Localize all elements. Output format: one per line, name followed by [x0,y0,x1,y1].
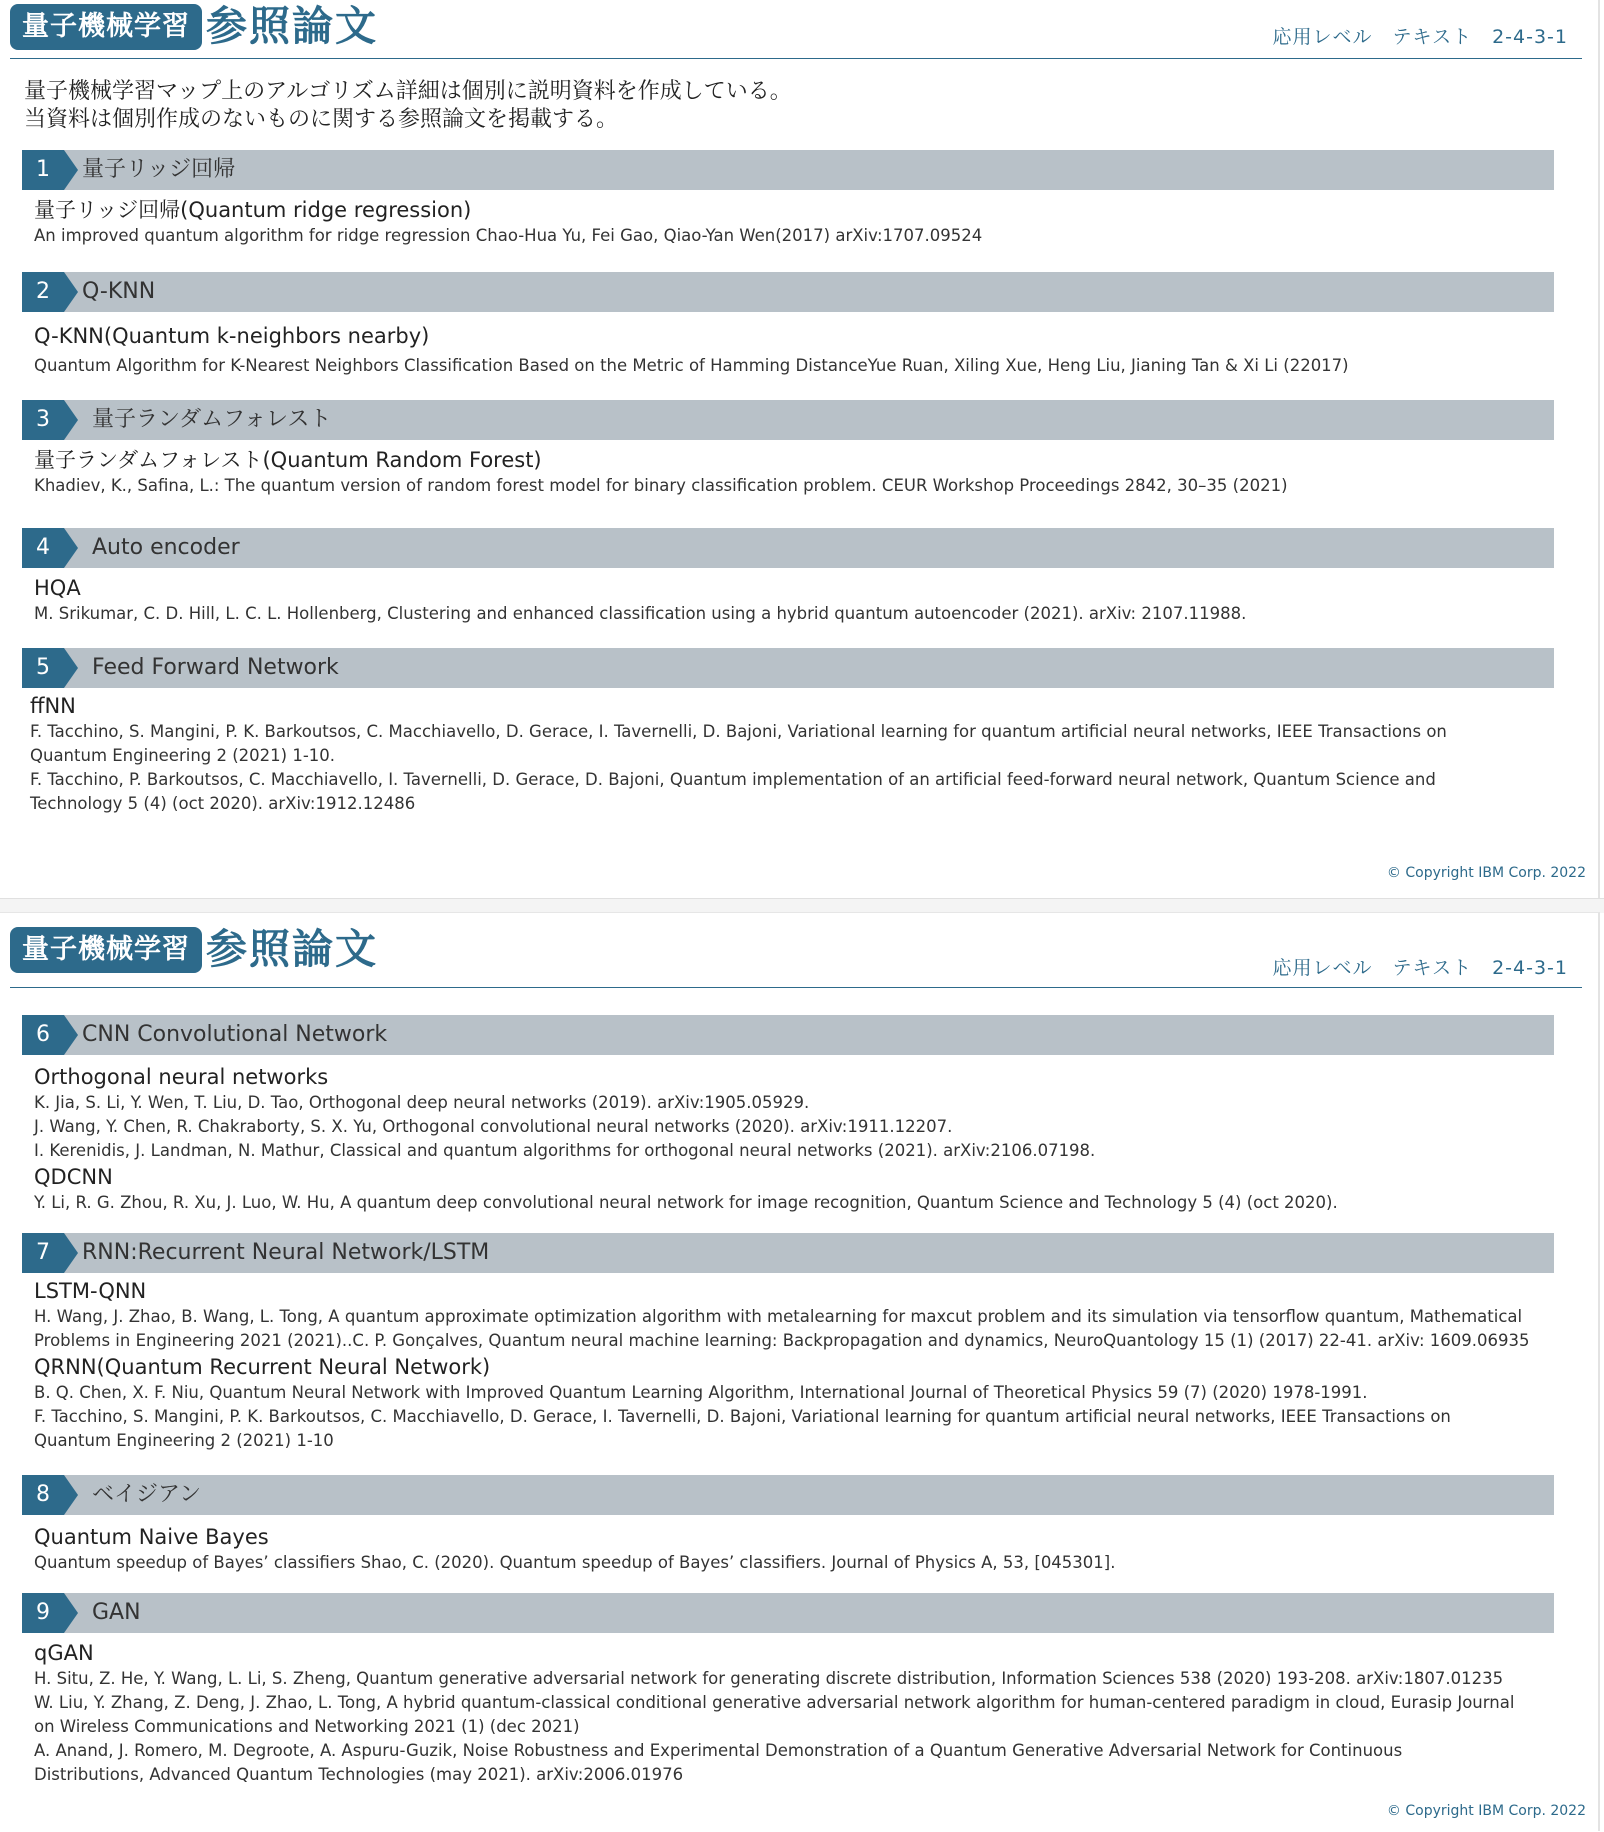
section-number: 4 [22,528,64,568]
reference-entry [22,1523,1554,1575]
reference-entry [22,196,1554,248]
section-2 [22,272,1554,378]
header-divider [10,58,1582,59]
reference-line: Distributions, Advanced Quantum Technologies (may 2021). arXiv:2006.01976 [34,1765,684,1784]
section-title: ベイジアン [92,1482,202,1507]
section-8 [22,1475,1554,1575]
section-number: 9 [22,1593,64,1633]
level-label: 応用レベル テキスト 2-4-3-1 [1272,957,1568,979]
section-number: 6 [22,1015,64,1055]
reference-line: K. Jia, S. Li, Y. Wen, T. Liu, D. Tao, Orthogonal deep neural networks (2019). arXiv:1905.05929. [34,1093,810,1112]
reference-entry [22,1639,1554,1787]
section-title: 量子リッジ回帰 [82,157,236,182]
section-title: Feed Forward Network [92,655,339,680]
section-header [22,400,1554,440]
section-header [22,648,1554,688]
section-header [22,1015,1554,1055]
header-divider [10,987,1582,988]
entry-subtitle: LSTM-QNN [34,1279,147,1303]
reference-line: Quantum Algorithm for K-Nearest Neighbors Classification Based on the Metric of Hamming DistanceYue Ruan, Xiling Xue, Heng Liu, Jianing Tan & Xi Li (22017) [34,356,1349,375]
reference-line: W. Liu, Y. Zhang, Z. Deng, J. Zhao, L. Tong, A hybrid quantum-classical conditional generative adversarial network algorithm for human-centered paradigm in cloud, Eurasip Journal [34,1693,1515,1712]
reference-line: Y. Li, R. G. Zhou, R. Xu, J. Luo, W. Hu, A quantum deep convolutional neural network for image recognition, Quantum Science and Technology 5 (4) (oct 2020). [34,1193,1338,1212]
reference-line: M. Srikumar, C. D. Hill, L. C. L. Hollenberg, Clustering and enhanced classification using a hybrid quantum autoencoder (2021). arXiv: 2107.11988. [34,604,1247,623]
section-number: 5 [22,648,64,688]
reference-line: F. Tacchino, P. Barkoutsos, C. Macchiavello, I. Tavernelli, D. Gerace, D. Bajoni, Quantum implementation of an artificial feed-forward neural network, Quantum Science and [30,770,1436,789]
slide-1 [0,0,1600,898]
entry-subtitle: Orthogonal neural networks [34,1065,329,1089]
section-header [22,272,1554,312]
intro-line: 当資料は個別作成のないものに関する参照論文を掲載する。 [24,107,619,132]
reference-line: Quantum speedup of Bayes’ classifiers Shao, C. (2020). Quantum speedup of Bayes’ classifiers. Journal of Physics A, 53, [045301]. [34,1553,1116,1572]
slide-2 [0,912,1600,1831]
reference-entry [22,1063,1554,1215]
section-number: 1 [22,150,64,190]
category-badge: 量子機械学習 [10,4,202,50]
reference-line: on Wireless Communications and Networking 2021 (1) (dec 2021) [34,1717,580,1736]
section-title: Q-KNN [82,279,156,304]
entry-subtitle: QDCNN [34,1165,113,1189]
reference-line: H. Situ, Z. He, Y. Wang, L. Li, S. Zheng, Quantum generative adversarial network for generating discrete distribution, Information Sciences 538 (2020) 193-208. arXiv:1807.01235 [34,1669,1504,1688]
section-1 [22,150,1554,248]
entry-subtitle: ffNN [30,694,76,718]
entry-subtitle: qGAN [34,1641,94,1665]
section-title: CNN Convolutional Network [82,1022,388,1047]
section-title: 量子ランダムフォレスト [92,407,332,432]
section-4 [22,528,1554,626]
reference-entry [22,1277,1554,1453]
section-title: RNN:Recurrent Neural Network/LSTM [82,1240,490,1265]
slide-separator [0,898,1604,913]
reference-line: J. Wang, Y. Chen, R. Chakraborty, S. X. Yu, Orthogonal convolutional neural networks (2020). arXiv:1911.12207. [34,1117,953,1136]
reference-entry [22,574,1554,626]
reference-line: F. Tacchino, S. Mangini, P. K. Barkoutsos, C. Macchiavello, D. Gerace, I. Tavernelli, D. Bajoni, Variational learning for quantum artificial neural networks, IEEE Transactions on [30,722,1447,741]
page-title: 参照論文 [206,925,378,973]
reference-line: An improved quantum algorithm for ridge regression Chao-Hua Yu, Fei Gao, Qiao-Yan Wen(2017) arXiv:1707.09524 [34,226,983,245]
section-3 [22,400,1554,498]
reference-line: Problems in Engineering 2021 (2021)..C. P. Gonçalves, Quantum neural machine learning: Backpropagation and dynamics, NeuroQuantology 15 (1) (2017) 22-41. arXiv: 1609.06935 [34,1331,1530,1350]
entry-subtitle: 量子ランダムフォレスト(Quantum Random Forest) [34,448,542,472]
section-7 [22,1233,1554,1453]
slide-header [0,0,1598,62]
section-5 [22,648,1554,816]
reference-line: Quantum Engineering 2 (2021) 1-10. [30,746,336,765]
reference-line: A. Anand, J. Romero, M. Degroote, A. Aspuru-Guzik, Noise Robustness and Experimental Demonstration of a Quantum Generative Adversarial Network for Continuous [34,1741,1403,1760]
entry-subtitle: 量子リッジ回帰(Quantum ridge regression) [34,198,472,222]
section-title: GAN [92,1600,141,1625]
entry-subtitle: Quantum Naive Bayes [34,1525,269,1549]
section-header [22,528,1554,568]
section-header [22,1593,1554,1633]
entry-subtitle: Q-KNN(Quantum k-neighbors nearby) [34,324,430,348]
slide-header [0,913,1598,979]
reference-entry [22,692,1554,816]
section-number: 7 [22,1233,64,1273]
section-9 [22,1593,1554,1787]
reference-line: H. Wang, J. Zhao, B. Wang, L. Tong, A quantum approximate optimization algorithm with metalearning for maxcut problem and its simulation via tensorflow quantum, Mathematical [34,1307,1523,1326]
section-number: 3 [22,400,64,440]
entry-subtitle: QRNN(Quantum Recurrent Neural Network) [34,1355,491,1379]
copyright-notice: © Copyright IBM Corp. 2022 [1386,1803,1586,1819]
category-badge: 量子機械学習 [10,927,202,973]
reference-line: I. Kerenidis, J. Landman, N. Mathur, Classical and quantum algorithms for orthogonal neural networks (2021). arXiv:2106.07198. [34,1141,1096,1160]
reference-entry [22,322,1554,378]
reference-line: B. Q. Chen, X. F. Niu, Quantum Neural Network with Improved Quantum Learning Algorithm, International Journal of Theoretical Physics 59 (7) (2020) 1978-1991. [34,1383,1368,1402]
entry-subtitle: HQA [34,576,81,600]
page-title: 参照論文 [206,2,378,50]
reference-line: Quantum Engineering 2 (2021) 1-10 [34,1431,334,1450]
reference-line: F. Tacchino, S. Mangini, P. K. Barkoutsos, C. Macchiavello, D. Gerace, I. Tavernelli, D. Bajoni, Variational learning for quantum artificial neural networks, IEEE Transactions on [34,1407,1451,1426]
section-header [22,1233,1554,1273]
copyright-notice: © Copyright IBM Corp. 2022 [1386,865,1586,881]
reference-line: Khadiev, K., Safina, L.: The quantum version of random forest model for binary classification problem. CEUR Workshop Proceedings 2842, 30–35 (2021) [34,476,1288,495]
intro-line: 量子機械学習マップ上のアルゴリズム詳細は個別に説明資料を作成している。 [24,79,792,104]
section-header [22,1475,1554,1515]
section-6 [22,1015,1554,1215]
section-header [22,150,1554,190]
section-number: 2 [22,272,64,312]
section-title: Auto encoder [92,535,240,560]
section-number: 8 [22,1475,64,1515]
intro-text [24,78,792,134]
reference-line: Technology 5 (4) (oct 2020). arXiv:1912.12486 [30,794,416,813]
reference-entry [22,446,1554,498]
level-label: 応用レベル テキスト 2-4-3-1 [1272,26,1568,48]
